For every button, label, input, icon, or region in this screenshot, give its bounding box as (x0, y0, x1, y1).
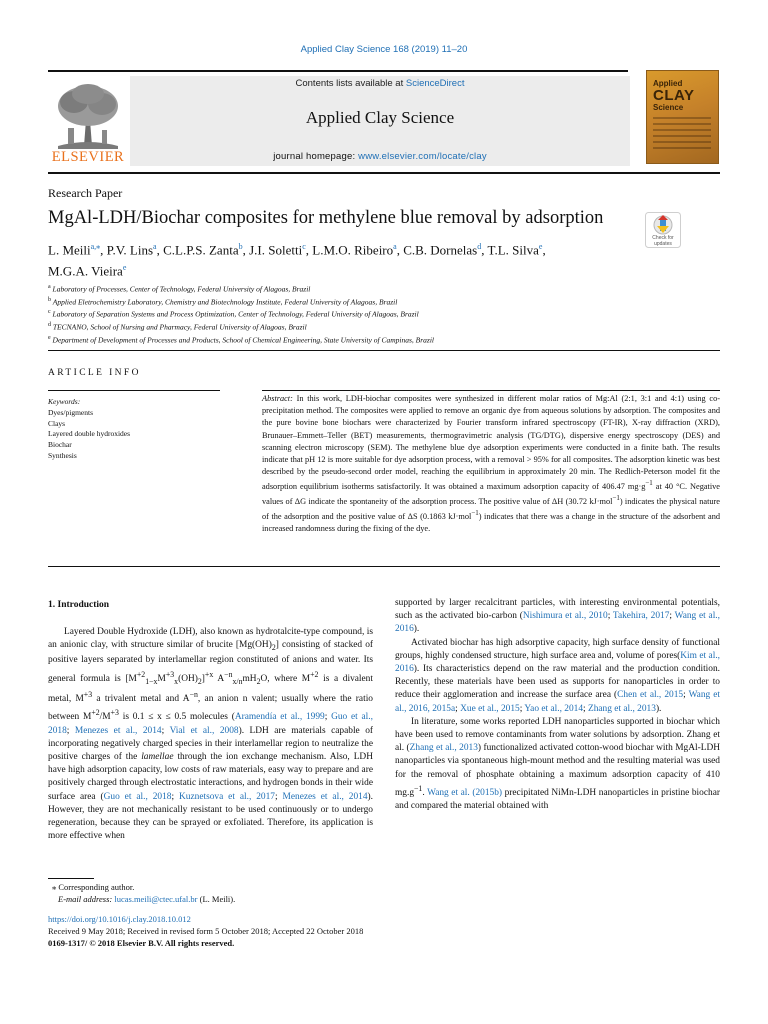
author-name[interactable]: P.V. Lins (106, 242, 154, 258)
article-info-rule-top (48, 350, 720, 351)
article-type: Research Paper (48, 186, 123, 200)
corresponding-author-marker[interactable]: ⁎ (96, 242, 101, 251)
author-affil-marker[interactable]: a (153, 242, 157, 251)
citation-link[interactable]: Guo et al., 2018 (48, 712, 373, 736)
author-affil-marker[interactable]: a, (90, 242, 97, 251)
affiliation-marker: c (48, 309, 51, 316)
citation-link[interactable]: Kuznetsova et al., 2017 (179, 791, 275, 802)
author-affil-marker[interactable]: e (538, 242, 543, 251)
keyword-item: Biochar (48, 440, 72, 450)
section-heading-introduction: 1. Introduction (48, 600, 110, 610)
copyright-line: 0169-1317/ © 2018 Elsevier B.V. All rights reserved. (48, 938, 235, 948)
citation-link[interactable]: Zhang et al., 2013 (587, 703, 656, 714)
received-dates: Received 9 May 2018; Received in revised form 5 October 2018; Accepted 22 October 2018 (48, 926, 364, 936)
affiliation-marker: d (48, 322, 51, 329)
author-name[interactable]: C.B. Dornelas (403, 242, 478, 258)
footnote-rule (48, 878, 94, 879)
citation-link[interactable]: Wang et al., 2016 (395, 611, 720, 635)
author-name[interactable]: L. Meili (48, 242, 91, 258)
publication-info (48, 913, 548, 949)
affiliation-item (48, 333, 688, 346)
author-list: L. Meili$^{a,⁎}$, P.V. Lins$^a$, C.L.P.S. Zanta$^b$, J.I. Soletti$^c$, L.M.O. Ribeiro$^a$, C.B. Dornelas$^d$, T.L. Silva$^e$, M.G.A. Vieira$^e$ (48, 242, 546, 279)
affiliation-item (48, 320, 688, 333)
author-affil-marker[interactable]: d (477, 242, 482, 251)
header-rule-bottom (48, 172, 720, 174)
affiliation-item (48, 307, 688, 320)
citation-link[interactable]: Guo et al., 2018 (103, 791, 172, 802)
author-name[interactable]: L.M.O. Ribeiro (312, 242, 394, 258)
elsevier-logo[interactable] (48, 76, 128, 166)
affiliation-list (48, 282, 688, 346)
affiliation-text: Laboratory of Processes, Center of Technology, Federal University of Alagoas, Brazil (52, 284, 311, 294)
keywords-label: Keywords: (48, 397, 81, 406)
abstract-label: Abstract: (262, 394, 293, 403)
abstract-rule-bottom (48, 566, 720, 567)
affiliation-marker: a (48, 284, 51, 290)
elsevier-wordmark: ELSEVIER (51, 149, 125, 165)
email-note (52, 893, 452, 905)
cover-title-line1: Applied (653, 79, 683, 88)
author-name[interactable]: T.L. Silva (487, 242, 539, 258)
crossmark-line1: Check for (652, 235, 674, 241)
author-name[interactable]: M.G.A. Vieira (48, 263, 123, 279)
keyword-item: Clays (48, 418, 66, 428)
keyword-item: Synthesis (48, 450, 77, 460)
abstract-superscript: −1 (645, 480, 653, 488)
cover-title-line3: Science (653, 103, 684, 112)
paragraph: supported by larger recalcitrant particles, with interesting environmental potentials, such as the activated bio-carbon (Nishimura et al., 2010; Takehira, 2017; Wang et al., 2016). (395, 598, 720, 635)
abstract-superscript: −1 (612, 495, 620, 503)
author-affil-marker[interactable]: a (393, 242, 397, 251)
email-label: E-mail address: (58, 894, 113, 904)
author-affil-marker[interactable]: e (122, 263, 127, 273)
abstract-segment: In this work, LDH-biochar composites were synthesized in different molar ratios of Mg:Al (2:1, 3:1 and 4:1) using co-precipitation method. The composites were applied to remove an organic dye from aqueous solutions by adsorption. The composites and the pure bovine bone biochars were characterized by Fourier transform infrared spectroscopy (FT-IR), X-ray diffraction (XRD), Brunauer–Emmett–Teller (BET) measurements, thermogravimetric analysis (TG/DTG), dispersive energy spectroscopy (DES) and scanning electron microscopy (SEM). The methylene blue dye adsorption experiments were conducted in a finite bath. The results indicate that pH 12 is more suitable for dye adsorption process, with a removal > 95% for all composites. The adsorption kinetic was best described by the pseudo-second order model, reaching the equilibrium in approximately 20 min. The Redlich-Peterson model fit the adsorption equilibrium isotherms satisfactorily. It was obtained a maximum adsorption capacity of 406.47 mg·g (262, 394, 720, 492)
citation-link[interactable]: Zhang et al., 2013 (409, 743, 478, 754)
paragraph: In literature, some works reported LDH nanoparticles supported in biochar which have been used to remove contaminants from water solutions by adsorption. Zhang et al. (Zhang et al., 2013) functionalized activated cotton-wood biochar with MgAl-LDH nanoparticles via spontaneous high-mount method and the resulting material was used for the removal of phosphate obtaining a maximum adsorption capacity of 410 $mg.g^{-1}$. Wang et al. (2015b) precipitated NiMn-LDH nanoparticles in pristine biochar and compared the material obtained with (395, 716, 721, 812)
author-affil-marker[interactable]: b (238, 242, 243, 251)
citation-link[interactable]: Takehira, 2017 (612, 611, 670, 622)
cover-decoration (653, 117, 711, 153)
abstract-segment: ) indicates that there was a change in the structure of the adsorbent and increased randomness during the fixing of the dye. (262, 512, 720, 534)
author-name[interactable]: C.L.P.S. Zanta (163, 242, 239, 258)
keywords-block (48, 397, 238, 462)
email-suffix: (L. Meili). (197, 894, 236, 904)
citation-link[interactable]: Xue et al., 2015 (460, 703, 520, 714)
author-affil-marker[interactable]: c (302, 242, 306, 251)
citation-link[interactable]: Kim et al., 2016 (395, 650, 721, 675)
homepage-prefix: journal homepage: (273, 151, 359, 162)
cover-title-line2: CLAY (653, 87, 695, 104)
citation-link[interactable]: Wang et al., 2016, 2015a (395, 690, 721, 714)
crossmark-badge[interactable] (645, 212, 681, 248)
contents-prefix: Contents lists available at (295, 78, 406, 89)
author-name[interactable]: J.I. Soletti (249, 242, 303, 258)
journal-cover-image[interactable] (646, 70, 719, 164)
abstract-text (262, 393, 720, 536)
abstract-segment: at 40 °C. Negative values of ΔG indicate the spontaneity of the adsorption process. The positive value of ΔH (30.72 kJ·mol (262, 482, 720, 507)
footnotes (52, 881, 452, 905)
citation-link[interactable]: Vial et al., 2008 (169, 725, 239, 736)
affiliation-marker: e (48, 334, 51, 341)
affiliation-text: Department of Development of Processes and Products, School of Chemical Engineering, State University of Campinas, Brazil (52, 335, 435, 345)
article-info-label: ARTICLE INFO (48, 368, 141, 378)
abstract-segment: ) indicates the physical nature of the adsorption and the positive value of ΔS (0.1863 kJ·mol (262, 497, 720, 522)
journal-homepage (130, 151, 630, 162)
sciencedirect-link[interactable]: ScienceDirect (405, 78, 465, 89)
corresponding-author-note: ⁎ Corresponding author. (52, 882, 135, 892)
header-rule-top (48, 70, 628, 72)
keywords-rule (48, 390, 220, 391)
homepage-link[interactable]: www.elsevier.com/locate/clay (358, 151, 487, 162)
affiliation-item (48, 295, 688, 308)
contents-availability (130, 78, 630, 89)
body-left-column (48, 597, 373, 843)
abstract-superscript: −1 (471, 510, 479, 518)
affiliation-marker: b (48, 296, 51, 303)
article-title: MgAl-LDH/Biochar composites for methylene blue removal by adsorption (48, 208, 604, 228)
affiliation-text: Laboratory of Separation Systems and Process Optimization, Center of Technology, Federal University of Alagoas, Brazil (52, 309, 419, 319)
journal-title: Applied Clay Science (305, 108, 455, 127)
affiliation-item (48, 282, 688, 295)
journal-citation[interactable]: Applied Clay Science 168 (2019) 11–20 (300, 44, 468, 55)
citation-link[interactable]: Aramendía et al., 1999 (234, 712, 325, 723)
affiliation-text: Applied Eletrochemistry Laboratory, Chemistry and Biotechnology Institute, Federal University of Alagoas, Brazil (52, 297, 398, 307)
keyword-item: Dyes/pigments (48, 407, 93, 417)
keyword-item: Layered double hydroxides (48, 429, 131, 439)
body-right-column (395, 597, 720, 813)
paragraph: Layered Double Hydroxide (LDH), also known as hydrotalcite-type compound, is an anionic clay, with structure similar of brucite $[Mg(OH)_2]$ consisting of stacked of positive layers separated by interlamellar region constituted of anions and water. Its general formula is $[M^{+2}_{1-x}M^{+3}_x(OH)_2]^{+x}$ $A^{-n}_{x/n}mH_2O$, where $M^{+2}$ is a divalent metal, $M^{+3}$ a trivalent metal and $A^{-n}$, an anion n valent; usually where the ratio between $M^{+2}/M^{+3}$ is 0.1 ≤ x ≤ 0.5 molecules (Aramendía et al., 1999; Guo et al., 2018; Menezes et al., 2014; Vial et al., 2008). LDH are materials capable of incorporating negatively charged species in their interlamellar region to neutralize the positive charges of the lamellae through the ion exchange mechanism. Also, LDH have high adsorption capacity, low costs of raw materials, easy way to prepare and are positively charged through electrostatic interactions, and hydrogen bonds in their wide surface area (Guo et al., 2018; Kuznetsova et al., 2017; Menezes et al., 2014). However, they are not mechanically resistant to be used continuously or to undergo regeneration, because they can be sprayed or exfoliated. Therefore, its application is more effective when (48, 627, 374, 842)
doi-link[interactable]: https://doi.org/10.1016/j.clay.2018.10.012 (48, 914, 191, 924)
paragraph: Activated biochar has high adsorptive capacity, high surface density of functional groups, highly condensed structure, high surface area and, volume of pores(Kim et al., 2016). Its characteristics depend on the raw material and the production condition. Recently, these materials have been used as supports for nanoparticles in order to reduce their agglomeration and increase the surface area (Chen et al., 2015; Wang et al., 2016, 2015a; Xue et al., 2015; Yao et al., 2014; Zhang et al., 2013). (395, 637, 721, 714)
abstract-rule (262, 390, 720, 391)
affiliation-text: TECNANO, School of Nursing and Pharmacy, Federal University of Alagoas, Brazil (52, 322, 307, 332)
citation-link[interactable]: Chen et al., 2015 (617, 690, 684, 701)
citation-link[interactable]: Menezes et al., 2014 (282, 791, 368, 802)
citation-link[interactable]: Nishimura et al., 2010 (522, 611, 608, 622)
citation-link[interactable]: Menezes et al., 2014 (74, 725, 162, 736)
citation-link[interactable]: Wang et al. (2015b) (427, 787, 503, 798)
citation-link[interactable]: Yao et al., 2014 (524, 703, 584, 714)
email-link[interactable]: lucas.meili@ctec.ufal.br (114, 894, 198, 904)
crossmark-line2: updates (654, 241, 672, 247)
